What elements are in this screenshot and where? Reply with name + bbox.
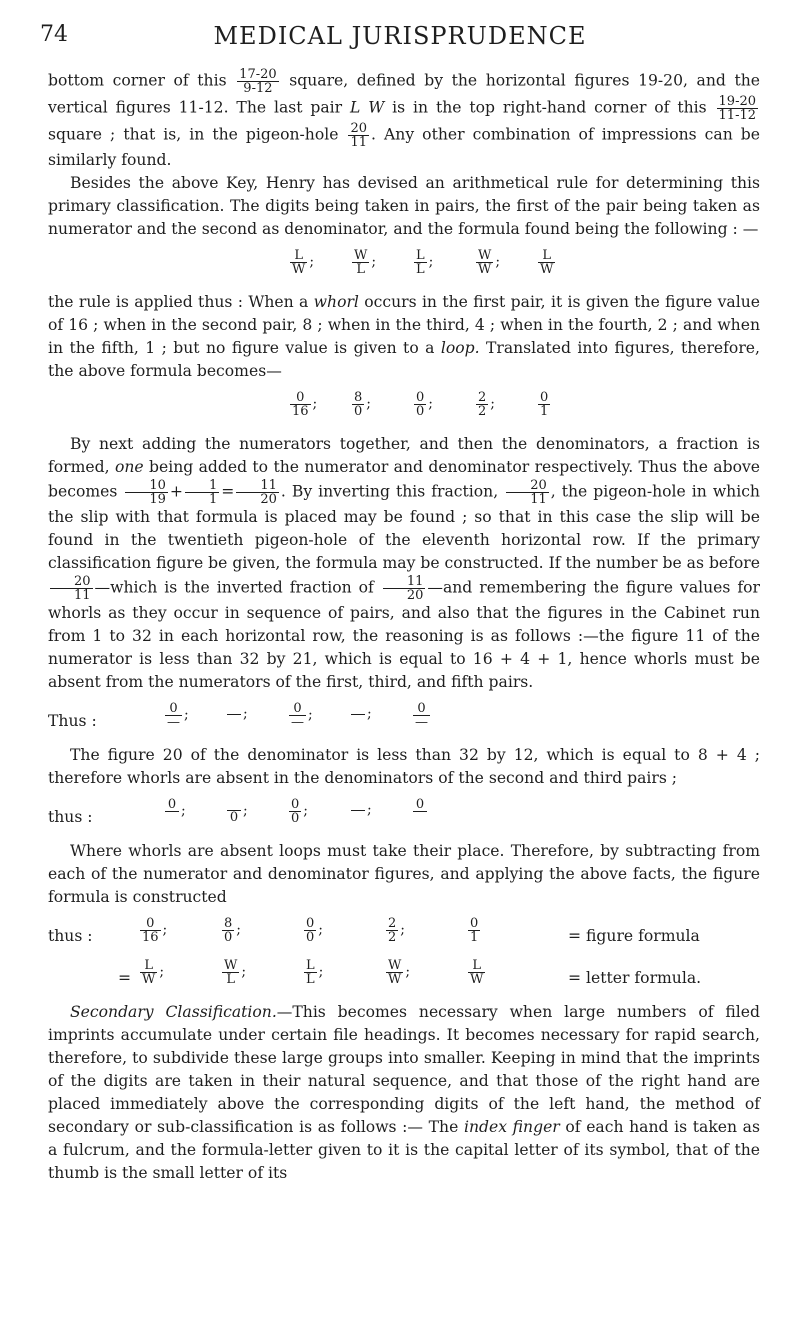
formula-term [536,249,557,276]
formula-fraction: $\frac{W}{L}$ [224,958,238,987]
fraction-19-20-over-11-12: $\frac{19-20}{11-12}$ [718,94,757,123]
formula-term: $\frac{L}{L}$ ; [416,248,434,277]
formula-term: $\frac{0}{16}$ ; [142,916,168,945]
formula-fraction: $\frac{8}{0}$ [224,916,233,945]
fraction-20-over-11-b: $\frac{20}{11}$ [506,479,549,506]
formula-fraction: $\frac{0}{0}$ [291,797,300,826]
formula-term: $\frac{0}{—}$ ; [167,701,189,730]
denominator-partial-formula: thus : 0 ; 0 ; $\frac{0}{0}$ ; ; 0 [48,798,760,832]
formula-term: $\frac{0}{—}$ ; [291,701,313,730]
formula-term: $\frac{8}{0}$ ; [354,390,371,419]
formula-fraction: $\frac{W}{W}$ [478,248,492,277]
formula-fraction: $\frac{L}{L}$ [306,958,315,987]
formula-term: $\frac{W}{L}$ ; [224,958,247,987]
formula-term: ; [225,702,248,727]
fraction-17-20-over-9-12: $\frac{17-20}{9-12}$ [239,67,277,96]
formula-fraction: $\frac{2}{2}$ [388,916,397,945]
fraction-20-over-11-c: $\frac{20}{11}$ [50,575,93,602]
formula-fraction: $\frac{0}{16}$ [292,390,309,419]
formula-term [466,917,482,944]
fraction-20-over-11: $\frac{20}{11}$ [350,121,368,150]
formula-fraction: $\frac{0}{1}$ [470,916,479,945]
page-number: 74 [40,22,68,47]
body-text [48,68,760,1185]
formula-fraction: $\frac{0}{16}$ [142,916,159,945]
letter-formula-key [48,249,760,283]
formula-fraction: $\frac{W}{W}$ [388,958,402,987]
formula-fraction: $\frac{0}{0}$ [416,390,425,419]
formula-fraction: $\frac{L}{W}$ [142,958,156,987]
formula-term [411,798,429,824]
formula-term: $\frac{2}{2}$ ; [478,390,495,419]
formula-term: $\frac{2}{2}$ ; [388,916,405,945]
formula-fraction: $\frac{0}{0}$ [306,916,315,945]
formula-fraction: 0 [165,798,179,824]
formula-fraction: $\frac{0}{1}$ [540,390,549,419]
formula-fraction [351,798,365,823]
formula-fraction: 0 [227,798,241,824]
final-letter-formula: = = letter formula. $\frac{L}{W}$ ; $\frac{W}{L}$ ; $\frac{L}{L}$ ; $\frac{W}{W}$ ; $\frac{L}{W}$ [118,958,702,987]
paragraph-3: the rule is applied thus : When a whorl occurs in the first pair, it is given the figure value of 16 ; when in the second pair, 8 ; when in the third, 4 ; when in the fourth, 2 ; and when in the fifth, 1 ; but no figure value is given to a loop. Translated into figures, therefore, the above formula becomes— [48,293,760,380]
running-title: MEDICAL JURISPRUDENCE [213,22,587,50]
formula-fraction: $\frac{W}{L}$ [354,248,368,277]
formula-term: $\frac{W}{L}$ ; [354,248,377,277]
formula-fraction: $\frac{0}{—}$ [167,701,180,730]
paragraph-1: bottom corner of this $\frac{17-20}{9-12}$ square, defined by the horizontal figures 19-20, and the vertical figures 11-12. The last pair L W is in the top right-hand corner of this $\frac{19-20}{11-12}$ square ; that is, in the pigeon-hole $\frac{20}{11}$ . Any other combination of impressions can be similarly found. [48,67,760,169]
formula-term: 0 ; [163,798,186,824]
figure-formula-key [48,391,760,425]
formula-fraction: $\frac{L}{W}$ [292,248,306,277]
formula-term [466,959,487,986]
fraction-1-over-1: $\frac{1}{1}$ [185,479,219,506]
formula-term [411,702,432,729]
formula-term: ; [349,702,372,727]
formula-term: $\frac{L}{W}$ ; [142,958,165,987]
formula-fraction: $\frac{8}{0}$ [354,390,363,419]
formula-term: $\frac{0}{16}$ ; [292,390,318,419]
paragraph-7: Secondary Classification.—This becomes necessary when large numbers of filed imprints accumulate under certain file headings. It becomes necessary for rapid search, therefore, to subdivide these large groups into smaller. Keeping in mind that the imprints of the digits are taken in their natural sequence, and that those of the right hand are placed immediately above the corresponding digits of the left hand, the method of secondary or sub-classification is as follows :— The index finger of each hand is taken as a fulcrum, and the formula-letter given to it is the capital letter of its symbol, that of the thumb is the small letter of its [48,1003,760,1182]
numerator-partial-formula: Thus : $\frac{0}{—}$ ; ; $\frac{0}{—}$ ; ; $\frac{0}{—}$ [48,702,760,736]
fraction-10-over-19: $\frac{10}{19}$ [125,479,168,506]
formula-fraction: $\frac{L}{L}$ [416,248,425,277]
formula-term: ; [349,798,372,823]
formula-fraction: 0 [413,798,427,824]
formula-term: $\frac{0}{0}$ ; [291,797,308,826]
paragraph-4: By next adding the numerators together, and then the denominators, a fraction is formed, one being added to the numerator and denominator respectively. Thus the above becomes $\frac{10}{19}$ + $\frac{1}{1}$ = $\frac{11}{20}$ . By inverting this fraction, $\frac{20}{11}$ , the pigeon-hole in which the slip with that formula is placed may be found ; so that in this case the slip will be found in the twentieth pigeon-hole of the eleventh horizontal row. If the primary classification figure be given, the formula may be constructed. If the number be as before $\frac{20}{11}$ —which is the inverted fraction of $\frac{11}{20}$ —and remembering the figure values for whorls as they occur in sequence of pairs, and also that the figures in the Cabinet run from 1 to 32 in each horizontal row, the reasoning is as follows :—the figure 11 of the numerator is less than 32 by 21, which is equal to 16 + 4 + 1, hence whorls must be absent from the numerators of the first, third, and fifth pairs. [48,435,760,691]
running-head [40,22,760,54]
formula-term: 0 ; [225,798,248,824]
formula-term: $\frac{W}{W}$ ; [388,958,411,987]
paragraph-5: The figure 20 of the denominator is less than 32 by 12, which is equal to 8 + 4 ; therefore whorls are absent in the denominators of the second and third pairs ; [48,746,760,787]
fraction-11-over-20: $\frac{11}{20}$ [236,479,279,506]
formula-fraction: $\frac{L}{W}$ [540,248,554,277]
formula-fraction [351,702,365,727]
formula-fraction: $\frac{L}{W}$ [470,958,484,987]
paragraph-6: Where whorls are absent loops must take their place. Therefore, by subtracting from each of the numerator and denominator figures, and applying the above facts, the figure formula is constructed [48,842,760,906]
formula-term [536,391,552,418]
formula-fraction: $\frac{0}{—}$ [291,701,304,730]
formula-fraction [227,702,241,727]
formula-term: $\frac{0}{0}$ ; [306,916,323,945]
formula-term: $\frac{L}{L}$ ; [306,958,324,987]
formula-term: $\frac{L}{W}$ ; [292,248,315,277]
formula-fraction: $\frac{2}{2}$ [478,390,487,419]
formula-fraction: $\frac{0}{—}$ [415,701,428,730]
paragraph-2: Besides the above Key, Henry has devised an arithmetical rule for determining this primary classification. The digits being taken in pairs, the first of the pair being taken as numerator and the second as denominator, and the formula found being the following : — [48,174,760,238]
formula-term: $\frac{8}{0}$ ; [224,916,241,945]
fraction-11-over-20-b: $\frac{11}{20}$ [383,575,426,602]
formula-term: $\frac{W}{W}$ ; [478,248,501,277]
final-figure-formula: thus : = figure formula $\frac{0}{16}$ ; $\frac{8}{0}$ ; $\frac{0}{0}$ ; $\frac{2}{2}$ ; $\frac{0}{1}$ [48,916,700,945]
formula-term: $\frac{0}{0}$ ; [416,390,433,419]
